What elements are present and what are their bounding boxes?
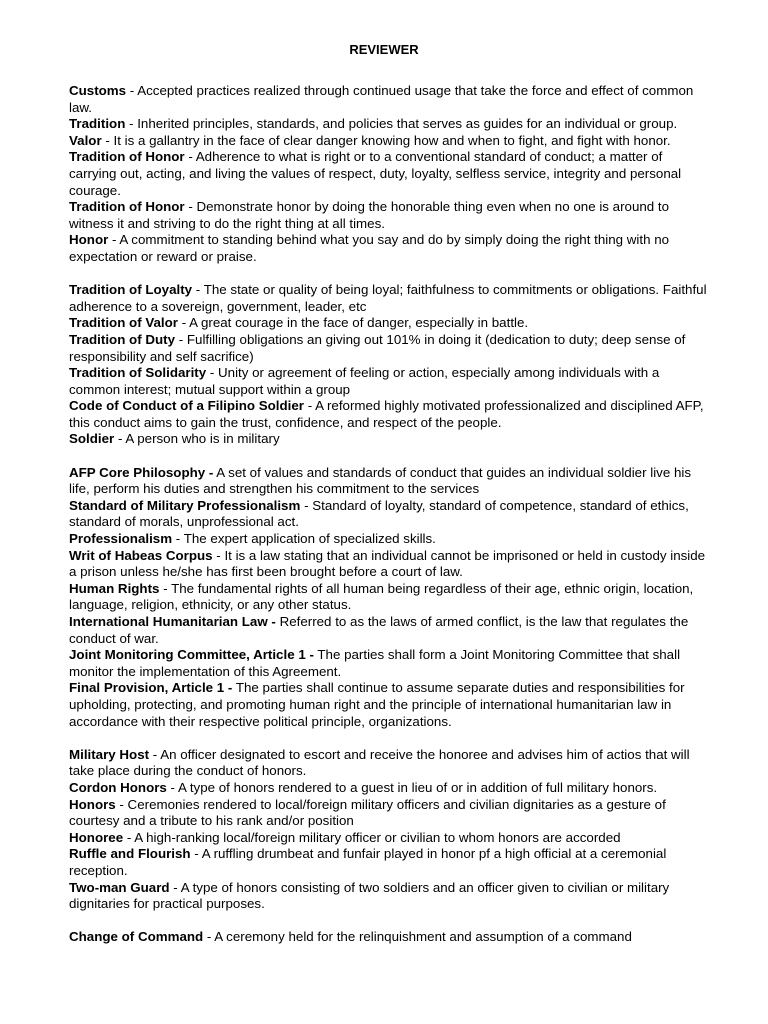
definition-term: Tradition of Solidarity xyxy=(69,365,207,381)
definition-text: - Demonstrate honor by doing the honorable thing even when no one is around to witness it and striving to do the right thing at all times. xyxy=(69,199,670,231)
definition-entry xyxy=(69,83,709,116)
definition-text: - Inherited principles, standards, and policies that serves as guides for an individual or group. xyxy=(125,116,678,132)
definition-term: Ruffle and Flourish xyxy=(69,846,191,862)
definition-term: Final Provision, Article 1 - xyxy=(69,680,233,696)
definition-entry xyxy=(69,431,709,448)
definition-term: Tradition of Valor xyxy=(69,315,178,331)
definition-term: Customs xyxy=(69,83,127,98)
definition-entry xyxy=(69,531,709,548)
definition-entry xyxy=(69,581,709,614)
definition-entry xyxy=(69,116,709,133)
definition-text: - Unity or agreement of feeling or action, especially among individuals with a common interest; mutual support within a group xyxy=(69,365,660,397)
definition-entry xyxy=(69,747,709,780)
definition-text: The parties shall form a Joint Monitoring Committee that shall monitor the implementation of this Agreement. xyxy=(69,647,681,679)
definition-term: Military Host xyxy=(69,746,150,762)
definition-term: International Humanitarian Law - xyxy=(69,614,276,629)
definition-text: - A high-ranking local/foreign military officer or civilian to whom honors are accorded xyxy=(123,829,621,845)
definition-entry xyxy=(69,398,709,431)
definition-term: Tradition of Honor xyxy=(69,149,185,165)
definition-text: - A type of honors rendered to a guest in lieu of or in addition of full military honors. xyxy=(166,779,658,795)
definition-entry xyxy=(69,365,709,398)
definition-term: Valor xyxy=(69,132,102,148)
definition-term: Standard of Military Professionalism xyxy=(69,497,301,513)
definition-text: - An officer designated to escort and receive the honoree and advises him of actios that will take place during the conduct of honors. xyxy=(69,746,690,779)
definition-entry xyxy=(69,149,709,199)
definition-term: Human Rights xyxy=(69,580,160,596)
definition-term: Honor xyxy=(69,232,109,248)
definition-entry xyxy=(69,332,709,365)
paragraph-gap xyxy=(69,266,709,283)
definition-term: Professionalism xyxy=(69,531,173,547)
definition-text: - A person who is in military xyxy=(114,431,280,447)
definition-term: Soldier xyxy=(69,431,115,447)
definition-term: Code of Conduct of a Filipino Soldier xyxy=(69,398,304,414)
definition-text: - Adherence to what is right or to a conventional standard of conduct; a matter of carrying out, acting, and living the values of respect, duty, loyalty, selfless service, integrity and personal courage. xyxy=(69,149,682,198)
definition-entry xyxy=(69,647,709,680)
definition-entry xyxy=(69,133,709,150)
definition-text: - It is a law stating that an individual cannot be imprisoned or held in custody inside a prison unless he/she has first been brought before a court of law. xyxy=(69,547,706,580)
definition-entry xyxy=(69,282,709,315)
definition-entry xyxy=(69,797,709,830)
definition-entry xyxy=(69,548,709,581)
definition-term: Joint Monitoring Committee, Article 1 - xyxy=(69,647,314,663)
definition-term: Cordon Honors xyxy=(69,779,167,795)
definition-term: Tradition xyxy=(69,116,126,132)
definition-text: - Accepted practices realized through continued usage that take the force and effect of common law. xyxy=(69,83,694,115)
paragraph-gap xyxy=(69,730,709,747)
definition-entry xyxy=(69,929,709,946)
definition-text: - A ceremony held for the relinquishment and assumption of a command xyxy=(203,929,632,945)
definition-entry xyxy=(69,498,709,531)
definition-term: Two-man Guard xyxy=(69,879,170,895)
definition-text: - Ceremonies rendered to local/foreign military officers and civilian dignitaries as a gesture of courtesy and a tribute to his rank and/or position xyxy=(69,796,666,829)
definition-text: - A great courage in the face of danger, especially in battle. xyxy=(177,315,529,331)
definition-text: - The expert application of specialized skills. xyxy=(172,531,436,547)
definition-entry xyxy=(69,465,709,498)
definition-entry xyxy=(69,780,709,797)
document-title: REVIEWER xyxy=(349,42,419,57)
definition-text: - A reformed highly motivated professionalized and disciplined AFP, this conduct aims to gain the trust, confidence, and respect of the people. xyxy=(69,398,704,430)
definition-text: - A type of honors consisting of two soldiers and an officer given to civilian or military dignitaries for practical purposes. xyxy=(69,879,670,912)
definition-entry xyxy=(69,880,709,913)
definition-entry xyxy=(69,315,709,332)
paragraph-gap xyxy=(69,448,709,465)
definition-text: - The state or quality of being loyal; faithfulness to commitments or obligations. Faithful adherence to a sovereign, government, leader, etc xyxy=(69,282,707,314)
definition-entry xyxy=(69,232,709,265)
definition-term: Honors xyxy=(69,796,116,812)
definition-entry xyxy=(69,199,709,232)
definition-entry xyxy=(69,846,709,879)
definition-text: - A commitment to standing behind what you say and do by simply doing the right thing with no expectation or reward or praise. xyxy=(69,232,670,264)
definition-entry xyxy=(69,830,709,847)
definition-text: - Fulfilling obligations an giving out 101% in doing it (dedication to duty; deep sense of responsibility and self sacrifice) xyxy=(69,331,686,364)
definition-term: Tradition of Loyalty xyxy=(69,282,193,298)
document-body xyxy=(69,83,709,946)
definition-term: AFP Core Philosophy - xyxy=(69,464,214,480)
definition-term: Writ of Habeas Corpus xyxy=(69,547,213,563)
definition-text: A set of values and standards of conduct that guides an individual soldier live his life, perform his duties and strengthen his commitment to the services xyxy=(69,464,692,497)
definition-text: - Standard of loyalty, standard of competence, standard of ethics, standard of morals, unprofessional act. xyxy=(69,497,689,530)
definition-text: The parties shall continue to assume separate duties and responsibilities for upholding, protecting, and promoting human right and the principle of international humanitarian law in accordance with their respective political principle, organizations. xyxy=(69,680,685,729)
definition-text: - A ruffling drumbeat and funfair played in honor pf a high official at a ceremonial reception. xyxy=(69,846,667,878)
definition-term: Tradition of Duty xyxy=(69,331,176,347)
definition-term: Tradition of Honor xyxy=(69,199,185,215)
definition-text: - It is a gallantry in the face of clear danger knowing how and when to fight, and fight with honor. xyxy=(101,132,671,148)
paragraph-gap xyxy=(69,913,709,930)
definition-entry xyxy=(69,680,709,730)
definition-entry xyxy=(69,614,709,647)
definition-text: Referred to as the laws of armed conflict, is the law that regulates the conduct of war. xyxy=(69,614,689,646)
definition-term: Change of Command xyxy=(69,929,204,945)
definition-text: - The fundamental rights of all human being regardless of their age, ethnic origin, location, language, religion, ethnicity, or any other status. xyxy=(69,580,694,613)
definition-term: Honoree xyxy=(69,829,124,845)
